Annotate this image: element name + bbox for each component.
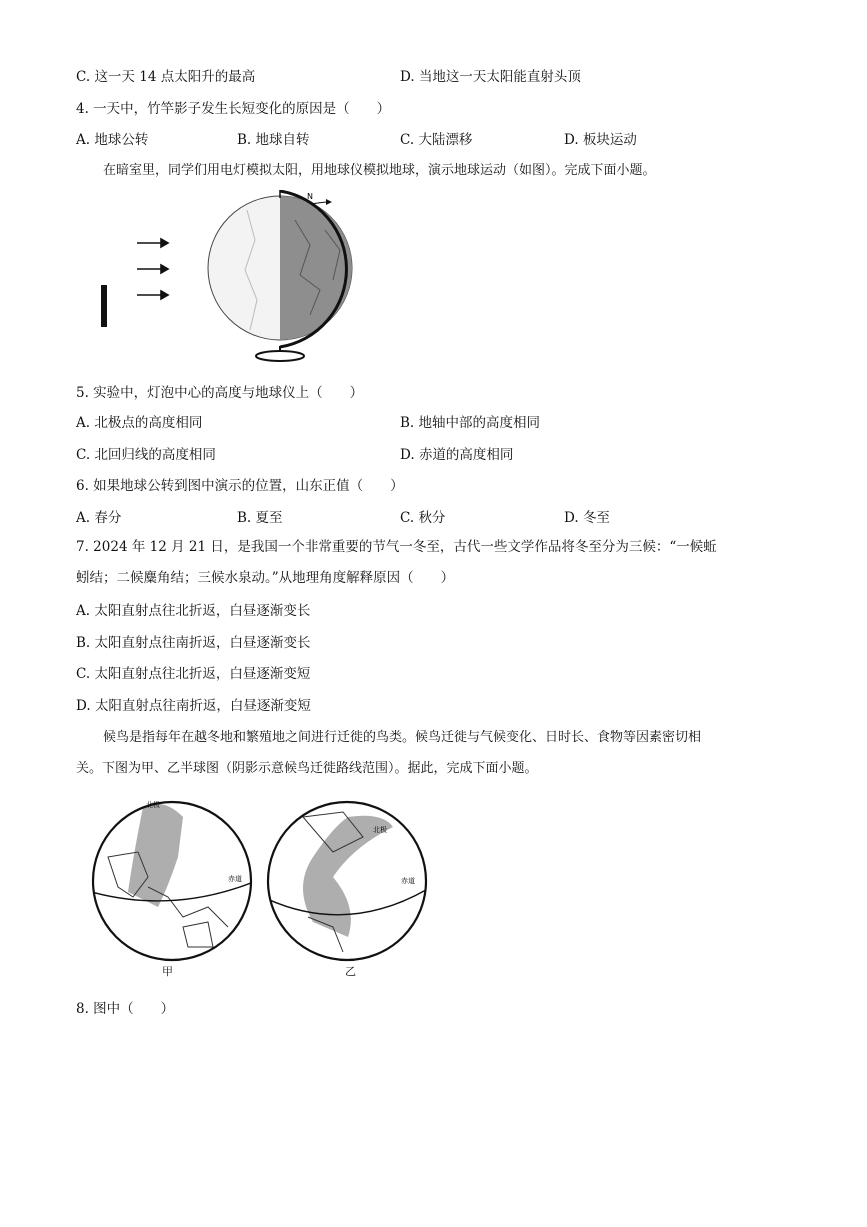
q3-option-c: C. 这一天 14 点太阳升的最高 — [76, 69, 256, 85]
q5-option-d: D. 赤道的高度相同 — [400, 447, 514, 463]
hemisphere-map-yi — [263, 797, 431, 965]
q5-option-a: A. 北极点的高度相同 — [76, 415, 203, 431]
lamp-bar — [101, 285, 107, 327]
q6-option-c: C. 秋分 — [400, 510, 446, 526]
q5-stem: 5. 实验中，灯泡中心的高度与地球仪上（ ） — [76, 385, 364, 401]
yi-equator-label: 赤道 — [401, 877, 415, 885]
intro-migratory-birds: 候鸟是指每年在越冬地和繁殖地之间进行迁徙的鸟类。候鸟迁徙与气候变化、日时长、食物等因素密切相关。下图为甲、乙半球图（阴影示意候鸟迁徙路线范围）。据此，完成下面小题。 — [76, 730, 702, 776]
q4-stem: 4. 一天中，竹竿影子发生长短变化的原因是（ ） — [76, 101, 391, 117]
q7-stem: 7. 2024 年 12 月 21 日，是我国一个非常重要的节气一冬至，古代一些文学作品将冬至分为三候：“一候蚯蚓结；二候麋角结；三候水泉动。”从地理角度解释原因（ ） — [76, 539, 717, 586]
q8-stem: 8. 图中（ ） — [76, 1001, 175, 1017]
q7-option-a: A. 太阳直射点往北折返，白昼逐渐变长 — [76, 603, 311, 619]
jia-pole-label: 北极 — [146, 801, 160, 809]
q6-option-d: D. 冬至 — [564, 510, 610, 526]
q7-option-c: C. 太阳直射点往北折返，白昼逐渐变短 — [76, 666, 311, 682]
q4-option-d: D. 板块运动 — [564, 132, 637, 148]
caption-yi: 乙 — [345, 965, 356, 978]
globe-experiment-figure — [95, 190, 365, 365]
q7-option-b: B. 太阳直射点往南折返，白昼逐渐变长 — [76, 635, 311, 651]
q6-stem: 6. 如果地球公转到图中演示的位置，山东正值（ ） — [76, 478, 404, 494]
yi-pole-label: 北极 — [373, 826, 387, 834]
globe — [208, 190, 352, 361]
q4-option-c: C. 大陆漂移 — [400, 132, 473, 148]
north-label: N — [307, 192, 313, 201]
caption-jia: 甲 — [162, 965, 173, 978]
q6-option-a: A. 春分 — [76, 510, 122, 526]
q5-option-b: B. 地轴中部的高度相同 — [400, 415, 541, 431]
jia-equator-label: 赤道 — [228, 875, 242, 883]
q7-option-d: D. 太阳直射点往南折返，白昼逐渐变短 — [76, 698, 311, 714]
hemisphere-map-jia — [88, 797, 256, 965]
light-arrows — [137, 239, 168, 299]
q6-option-b: B. 夏至 — [237, 510, 283, 526]
intro-globe-experiment: 在暗室里，同学们用电灯模拟太阳，用地球仪模拟地球，演示地球运动（如图）。完成下面小题。 — [103, 163, 656, 178]
q4-option-a: A. 地球公转 — [76, 132, 149, 148]
q5-option-c: C. 北回归线的高度相同 — [76, 447, 216, 463]
q4-option-b: B. 地球自转 — [237, 132, 310, 148]
q3-option-d: D. 当地这一天太阳能直射头顶 — [400, 69, 581, 85]
